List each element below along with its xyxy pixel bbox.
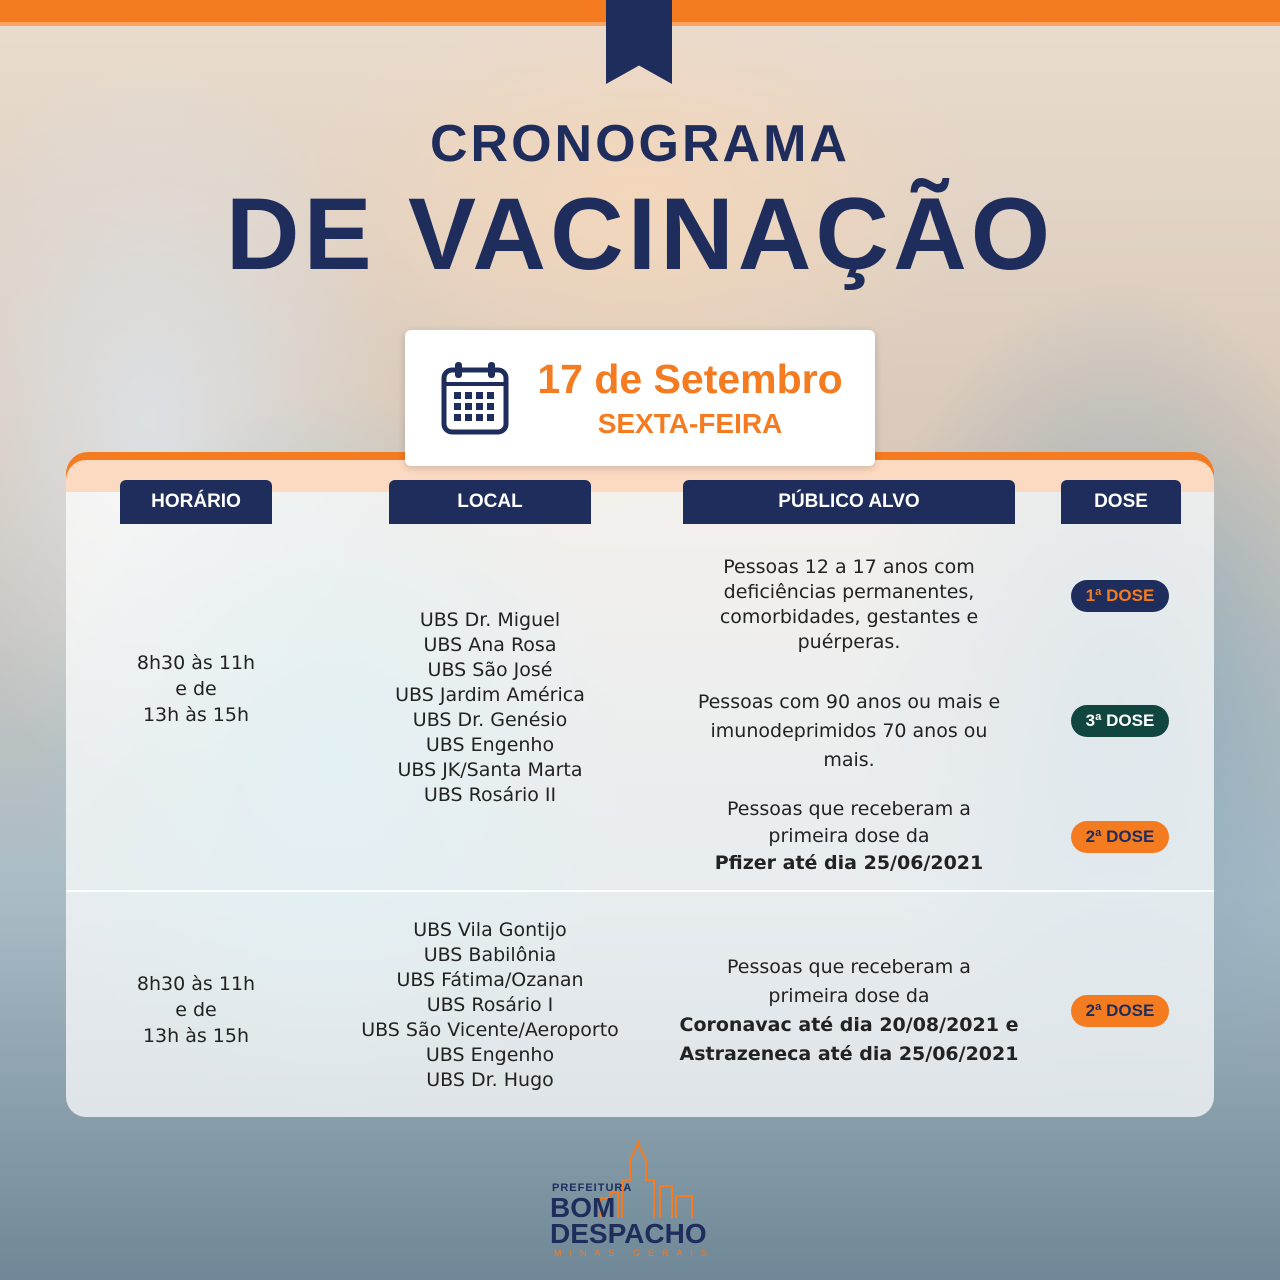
horario-line: e de bbox=[175, 678, 217, 700]
skyline-icon bbox=[600, 1140, 740, 1220]
local-item: UBS Ana Rosa bbox=[423, 634, 557, 656]
local-item: UBS Dr. Genésio bbox=[412, 709, 568, 731]
logo-line1: BOM bbox=[550, 1192, 616, 1223]
row2-horario bbox=[100, 971, 292, 1049]
publico-line: Coronavac até dia 20/08/2021 e bbox=[679, 1014, 1019, 1036]
publico-line: deficiências permanentes, bbox=[723, 581, 975, 603]
local-item: UBS JK/Santa Marta bbox=[397, 759, 583, 781]
publico-line: Pessoas que receberam a bbox=[727, 798, 971, 820]
local-item: UBS Babilônia bbox=[423, 944, 557, 966]
logo-line2: DESPACHO bbox=[550, 1218, 707, 1249]
local-item: UBS Engenho bbox=[425, 1044, 555, 1066]
publico-line: mais. bbox=[823, 749, 875, 771]
calendar-icon bbox=[441, 360, 509, 436]
row-divider bbox=[66, 890, 1214, 892]
dose-badge: 2ª DOSE bbox=[1071, 821, 1169, 853]
dose-badge: 1ª DOSE bbox=[1071, 580, 1169, 612]
publico-line: imunodeprimidos 70 anos ou bbox=[710, 720, 988, 742]
date-day: 17 de Setembro bbox=[537, 356, 843, 402]
local-item: UBS São José bbox=[427, 659, 553, 681]
publico-line: Pessoas que receberam a bbox=[727, 956, 971, 978]
publico-line: comorbidades, gestantes e bbox=[719, 606, 979, 628]
horario-line: 8h30 às 11h bbox=[136, 652, 256, 674]
horario-line: e de bbox=[175, 999, 217, 1021]
row2-publico bbox=[658, 953, 1040, 1069]
col-header-publico: PÚBLICO ALVO bbox=[683, 480, 1015, 524]
publico-line: Pessoas com 90 anos ou mais e bbox=[697, 691, 1001, 713]
horario-line: 13h às 15h bbox=[142, 704, 250, 726]
local-item: UBS Dr. Miguel bbox=[419, 609, 561, 631]
date-box bbox=[405, 330, 875, 466]
col-header-dose: DOSE bbox=[1061, 480, 1181, 524]
local-item: UBS Fátima/Ozanan bbox=[396, 969, 584, 991]
publico-line: Pessoas 12 a 17 anos com bbox=[723, 556, 975, 578]
publico-line: puérperas. bbox=[797, 631, 901, 653]
local-item: UBS Vila Gontijo bbox=[413, 919, 567, 941]
horario-line: 13h às 15h bbox=[142, 1025, 250, 1047]
bookmark-flag bbox=[606, 0, 672, 84]
dose-badge: 2ª DOSE bbox=[1071, 995, 1169, 1027]
publico-line: primeira dose da bbox=[768, 825, 930, 847]
row1-publico-2 bbox=[668, 688, 1030, 775]
date-weekday: SEXTA-FEIRA bbox=[597, 408, 783, 439]
row1-local bbox=[340, 608, 640, 808]
local-item: UBS Dr. Hugo bbox=[426, 1069, 554, 1091]
publico-line: Pfizer até dia 25/06/2021 bbox=[714, 852, 984, 874]
logo-tagline: MINAS GERAIS bbox=[554, 1248, 716, 1258]
row1-publico-1 bbox=[668, 555, 1030, 655]
local-item: UBS São Vicente/Aeroporto bbox=[361, 1019, 619, 1041]
prefeitura-logo bbox=[540, 1140, 740, 1265]
title-line2: DE VACINAÇÃO bbox=[225, 177, 1055, 291]
horario-line: 8h30 às 11h bbox=[136, 973, 256, 995]
local-item: UBS Rosário I bbox=[426, 994, 554, 1016]
publico-line: primeira dose da bbox=[768, 985, 930, 1007]
title-line1: CRONOGRAMA bbox=[430, 115, 850, 173]
local-item: UBS Jardim América bbox=[395, 684, 585, 706]
local-item: UBS Rosário II bbox=[423, 784, 557, 806]
row1-horario bbox=[100, 650, 292, 728]
col-header-horario: HORÁRIO bbox=[120, 480, 272, 524]
publico-line: Astrazeneca até dia 25/06/2021 bbox=[679, 1043, 1019, 1065]
row2-local bbox=[330, 918, 650, 1093]
logo-small-text: PREFEITURA bbox=[552, 1182, 633, 1194]
local-item: UBS Engenho bbox=[425, 734, 555, 756]
col-header-local: LOCAL bbox=[389, 480, 591, 524]
dose-badge: 3ª DOSE bbox=[1071, 705, 1169, 737]
row1-publico-3 bbox=[668, 796, 1030, 877]
